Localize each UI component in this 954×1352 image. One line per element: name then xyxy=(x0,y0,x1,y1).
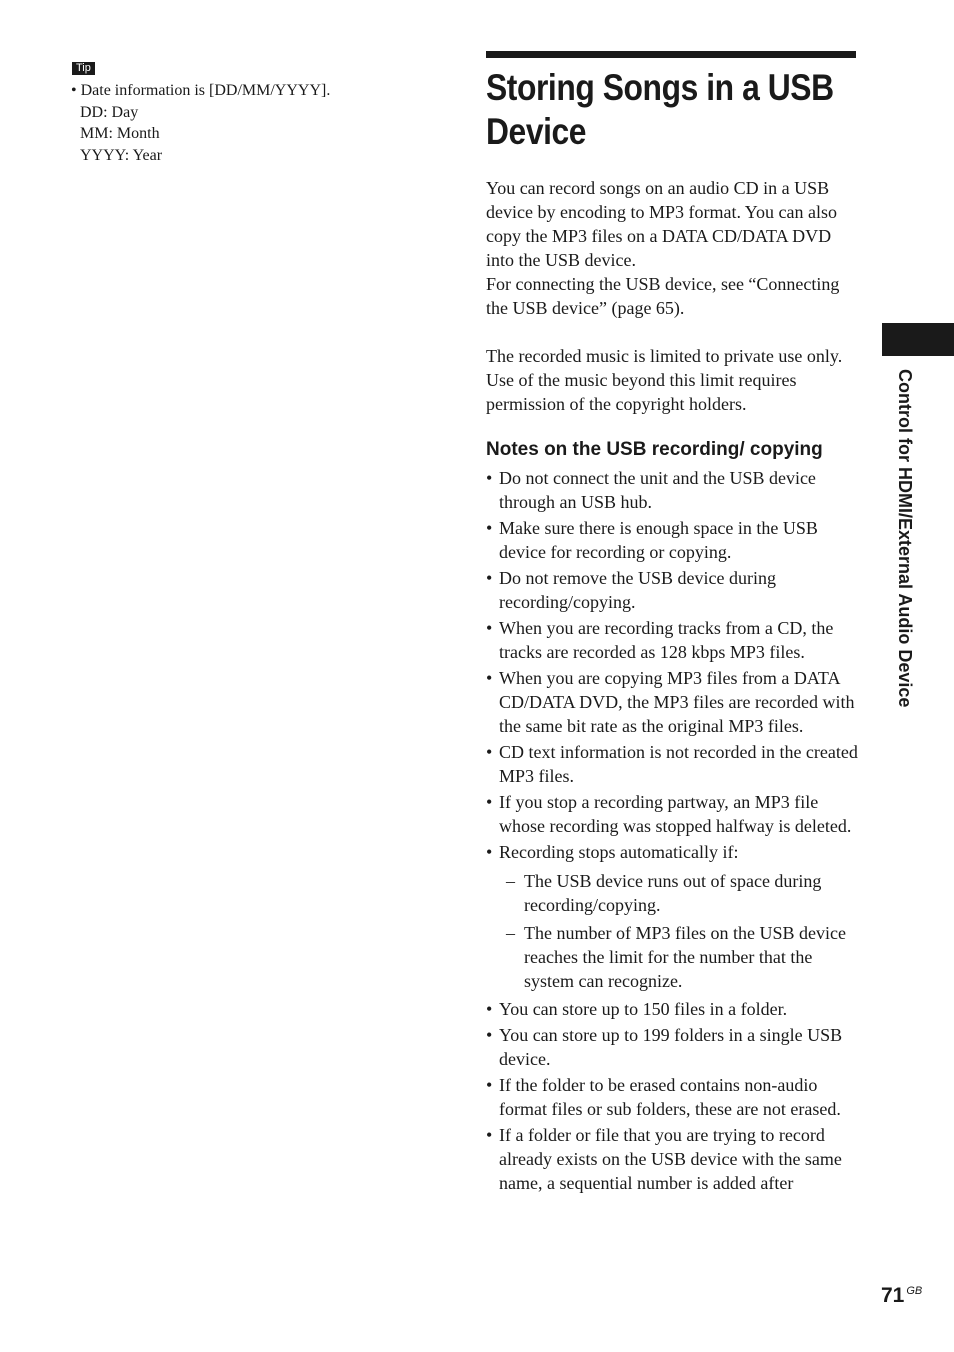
tip-label: Tip xyxy=(72,62,95,75)
list-item-text: If a folder or file that you are trying to record already exists on the USB device with the same name, a sequential number is added after xyxy=(499,1125,842,1193)
sub-list-item-text: The USB device runs out of space during recording/copying. xyxy=(524,871,822,915)
tip-block xyxy=(71,58,451,166)
list-item-text: Do not remove the USB device during recording/copying. xyxy=(499,568,776,612)
bullet: • xyxy=(486,468,493,488)
list-item-text: CD text information is not recorded in the created MP3 files. xyxy=(499,742,858,786)
dash: – xyxy=(506,871,515,891)
list-item xyxy=(486,840,858,993)
copyright-paragraph: The recorded music is limited to private use only. Use of the music beyond this limit requires permission of the copyright holders. xyxy=(486,346,843,414)
bullet: • xyxy=(486,1125,493,1145)
page-number xyxy=(881,1284,922,1308)
connecting-paragraph: For connecting the USB device, see “Connecting the USB device” (page 65). xyxy=(486,274,840,318)
title-rule xyxy=(486,51,856,58)
sub-list-item-text: The number of MP3 files on the USB device reaches the limit for the number that the system can recognize. xyxy=(524,923,846,991)
bullet: • xyxy=(486,668,493,688)
list-item-text: When you are recording tracks from a CD, the tracks are recorded as 128 kbps MP3 files. xyxy=(499,618,834,662)
list-item xyxy=(486,997,858,1021)
tip-line: • Date information is [DD/MM/YYYY]. xyxy=(71,82,331,99)
page-title: Storing Songs in a USB Device xyxy=(486,67,834,152)
intro-paragraph: You can record songs on an audio CD in a USB device by encoding to MP3 format. You can also copy the MP3 files on a DATA CD/DATA DVD into the USB device. xyxy=(486,178,837,270)
section-tab-marker xyxy=(882,323,954,356)
list-item xyxy=(486,516,858,564)
bullet: • xyxy=(486,1075,493,1095)
list-item xyxy=(486,616,858,664)
dash: – xyxy=(506,923,515,943)
bullet: • xyxy=(486,1025,493,1045)
list-item-text: You can store up to 199 folders in a single USB device. xyxy=(499,1025,843,1069)
list-item xyxy=(486,466,858,514)
bullet: • xyxy=(486,618,493,638)
list-item xyxy=(486,790,858,838)
list-item-text: Make sure there is enough space in the USB device for recording or copying. xyxy=(499,518,818,562)
list-item xyxy=(486,740,858,788)
main-column xyxy=(486,51,858,1197)
bullet: • xyxy=(486,792,493,812)
list-item-text: When you are copying MP3 files from a DATA CD/DATA DVD, the MP3 files are recorded with the same bit rate as the original MP3 files. xyxy=(499,668,855,736)
list-item-text: If the folder to be erased contains non-audio format files or sub folders, these are not erased. xyxy=(499,1075,841,1119)
notes-heading: Notes on the USB recording/ copying xyxy=(486,439,823,460)
tip-text xyxy=(71,80,451,166)
bullet: • xyxy=(486,742,493,762)
list-item xyxy=(486,1123,858,1195)
bullet: • xyxy=(486,842,493,862)
tip-line: MM: Month xyxy=(80,125,160,142)
list-item-text: Recording stops automatically if: xyxy=(499,842,739,862)
list-item xyxy=(486,566,858,614)
sub-list-item xyxy=(486,921,858,993)
sub-list-item xyxy=(486,869,858,917)
tip-line: YYYY: Year xyxy=(80,146,163,164)
section-side-label: Control for HDMI/External Audio Device xyxy=(895,369,915,708)
list-item xyxy=(486,1073,858,1121)
bullet: • xyxy=(486,999,493,1019)
page-number-value: 71 xyxy=(881,1284,905,1307)
page-number-suffix: GB xyxy=(906,1285,923,1297)
notes-list xyxy=(486,466,858,1195)
list-item-text: If you stop a recording partway, an MP3 file whose recording was stopped halfway is deleted. xyxy=(499,792,852,836)
stop-conditions-list xyxy=(499,869,858,993)
list-item-text: Do not connect the unit and the USB device through an USB hub. xyxy=(499,468,816,512)
list-item xyxy=(486,666,858,738)
tip-line: DD: Day xyxy=(80,103,139,121)
bullet: • xyxy=(486,518,493,538)
bullet: • xyxy=(486,568,493,588)
list-item xyxy=(486,1023,858,1071)
list-item-text: You can store up to 150 files in a folder. xyxy=(499,999,788,1019)
